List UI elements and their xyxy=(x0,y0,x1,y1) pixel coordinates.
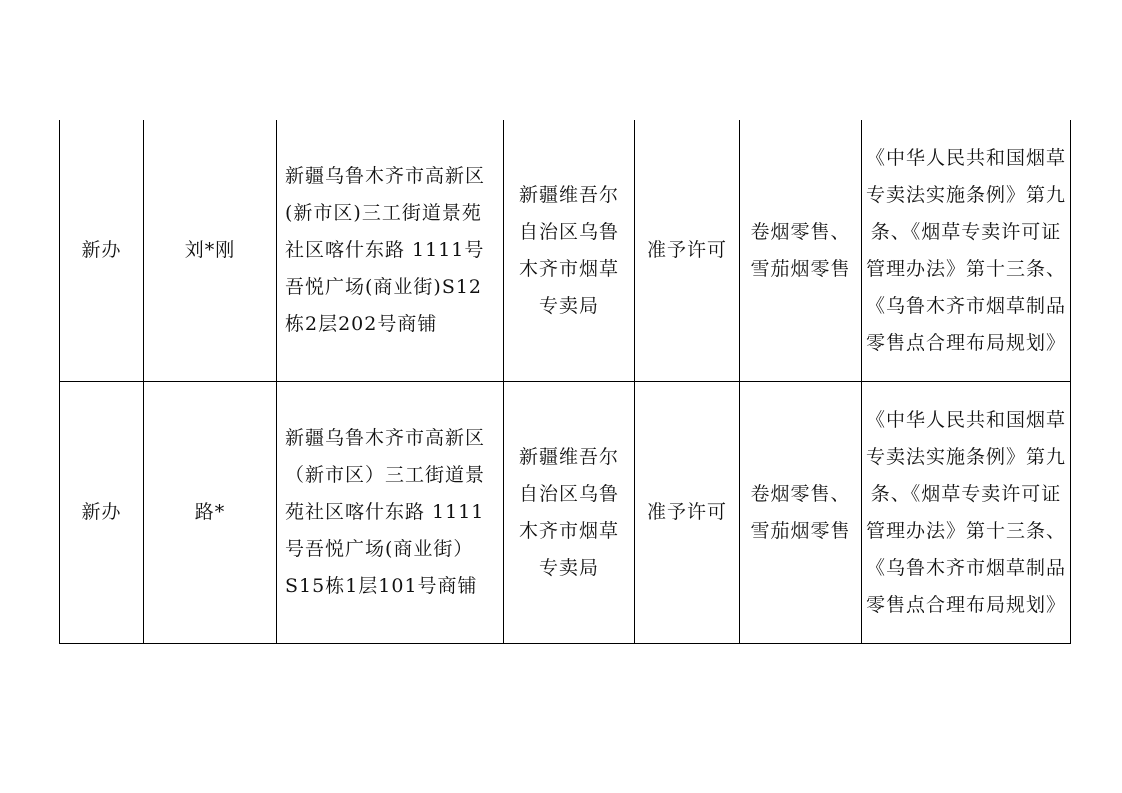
cell-scope xyxy=(740,382,862,644)
permit-table xyxy=(59,120,1071,644)
cell-basis-text: 《中华人民共和国烟草专卖法实施条例》第九条、《烟草专卖许可证管理办法》第十三条、《乌鲁木齐市烟草制品零售点合理布局规划》 xyxy=(866,146,1067,354)
cell-authority xyxy=(504,382,635,644)
cell-name xyxy=(144,120,277,382)
cell-decision-text: 准予许可 xyxy=(646,501,727,523)
cell-basis xyxy=(862,382,1071,644)
cell-address-text: 新疆乌鲁木齐市高新区(新市区)三工街道景苑社区喀什东路 1111号吾悦广场(商业街)S12栋2层202号商铺 xyxy=(285,165,486,335)
table-row xyxy=(60,120,1071,382)
cell-type-text: 新办 xyxy=(81,501,122,523)
cell-name-text: 路* xyxy=(194,501,226,523)
cell-address xyxy=(277,382,504,644)
cell-basis-text: 《中华人民共和国烟草专卖法实施条例》第九条、《烟草专卖许可证管理办法》第十三条、《乌鲁木齐市烟草制品零售点合理布局规划》 xyxy=(866,408,1067,616)
table-row xyxy=(60,382,1071,644)
cell-decision-text: 准予许可 xyxy=(646,239,727,261)
cell-authority-text: 新疆维吾尔自治区乌鲁木齐市烟草专卖局 xyxy=(518,183,619,317)
cell-name-text: 刘*刚 xyxy=(184,239,236,261)
cell-scope-text: 卷烟零售、雪茄烟零售 xyxy=(750,220,851,280)
cell-type xyxy=(60,382,144,644)
cell-address-text: 新疆乌鲁木齐市高新区（新市区）三工街道景苑社区喀什东路 1111号吾悦广场(商业街）S15栋1层101号商铺 xyxy=(285,427,486,597)
cell-decision xyxy=(635,120,740,382)
cell-scope xyxy=(740,120,862,382)
cell-basis xyxy=(862,120,1071,382)
cell-scope-text: 卷烟零售、雪茄烟零售 xyxy=(750,482,851,542)
cell-name xyxy=(144,382,277,644)
cell-address xyxy=(277,120,504,382)
cell-type-text: 新办 xyxy=(81,239,122,261)
cell-authority-text: 新疆维吾尔自治区乌鲁木齐市烟草专卖局 xyxy=(518,445,619,579)
cell-decision xyxy=(635,382,740,644)
cell-type xyxy=(60,120,144,382)
cell-authority xyxy=(504,120,635,382)
